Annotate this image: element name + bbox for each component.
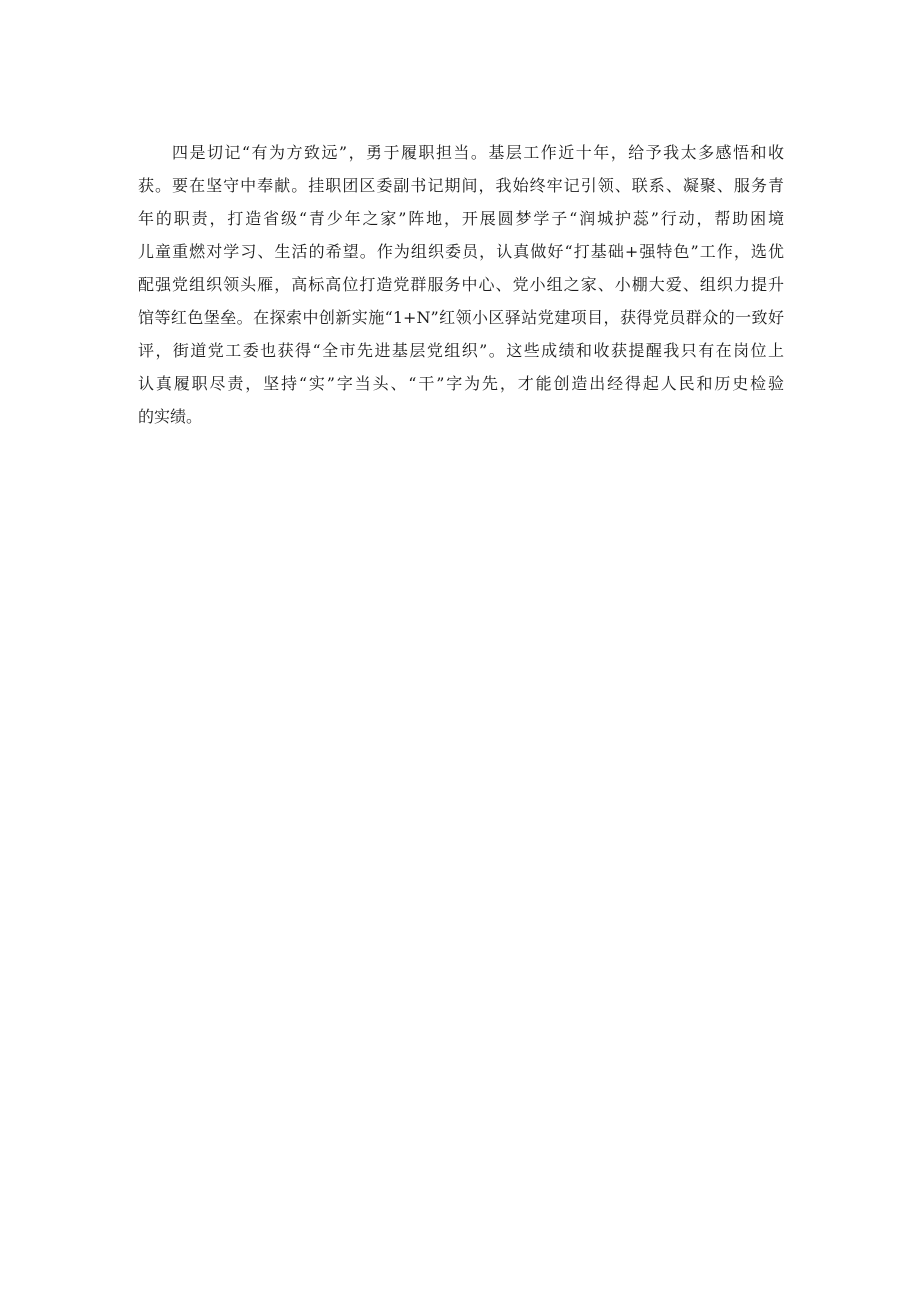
body-paragraph — [138, 136, 784, 433]
document-body — [138, 136, 784, 433]
paragraph-line: 的实绩。 — [138, 407, 203, 426]
paragraph-line: 获。要在坚守中奉献。挂职团区委副书记期间，我始终牢记引领、联系、凝聚、服务青 — [138, 176, 784, 195]
paragraph-line: 儿童重燃对学习、生活的希望。作为组织委员，认真做好“打基础+强特色”工作，选优 — [138, 242, 784, 261]
paragraph-line: 年的职责，打造省级“青少年之家”阵地，开展圆梦学子“润城护蕊”行动，帮助困境 — [138, 209, 784, 228]
paragraph-line: 配强党组织领头雁，高标高位打造党群服务中心、党小组之家、小棚大爱、组织力提升 — [138, 275, 784, 294]
paragraph-line: 四是切记“有为方致远”，勇于履职担当。基层工作近十年，给予我太多感悟和收 — [172, 143, 784, 162]
paragraph-line: 馆等红色堡垒。在探索中创新实施“1+N”红领小区驿站党建项目，获得党员群众的一致好 — [138, 308, 784, 327]
paragraph-line: 认真履职尽责，坚持“实”字当头、“干”字为先，才能创造出经得起人民和历史检验 — [138, 374, 784, 393]
paragraph-line: 评，街道党工委也获得“全市先进基层党组织”。这些成绩和收获提醒我只有在岗位上 — [138, 341, 784, 360]
